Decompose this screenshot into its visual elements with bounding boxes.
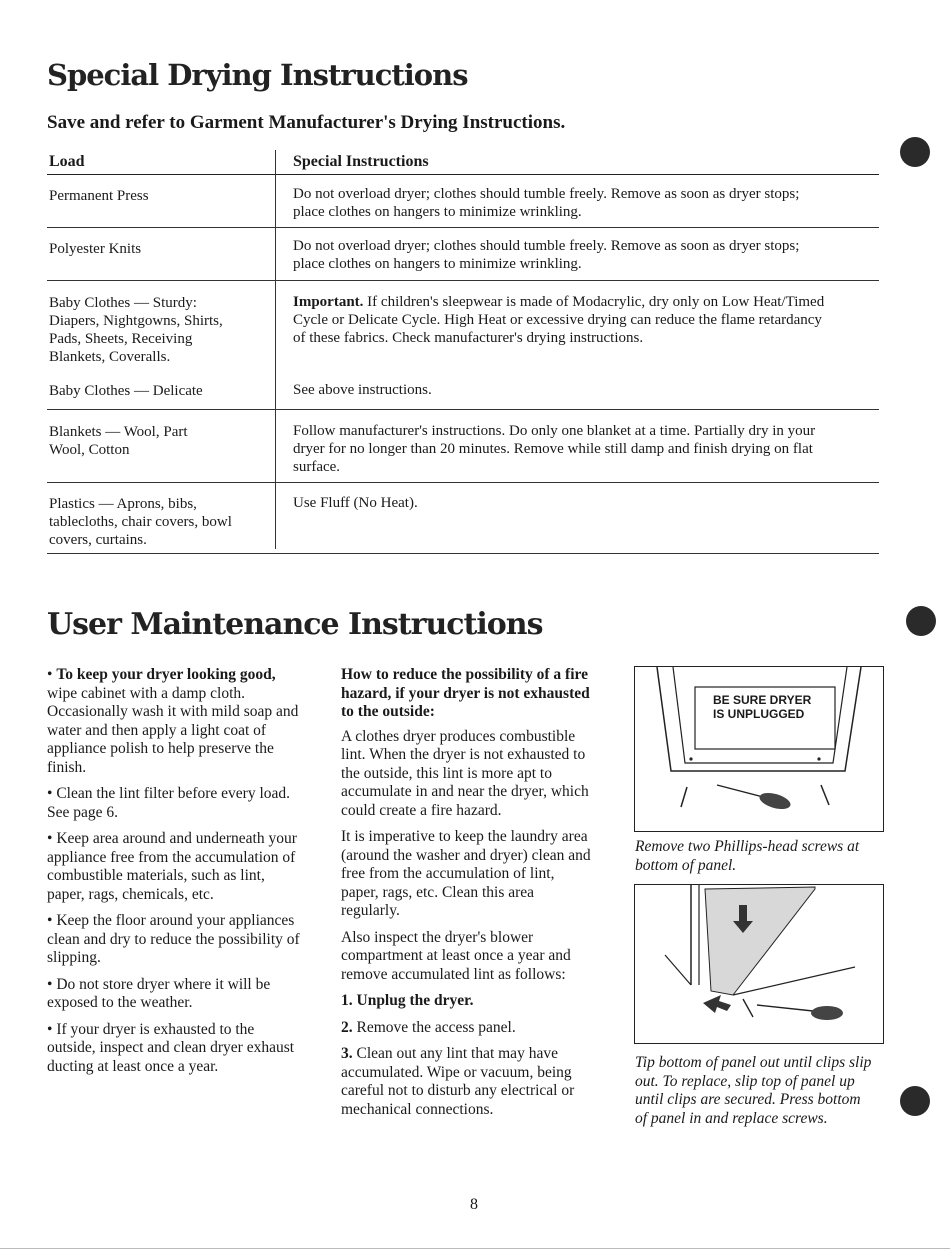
keep-looking-good-text: wipe cabinet with a damp cloth. Occasionally wash it with mild soap and water and then apply a light coat of appliance polish to help preserve the finish. [47,684,299,776]
row-load: Baby Clothes — Sturdy: Diapers, Nightgowns, Shirts, Pads, Sheets, Receiving Blankets, Coveralls. [49,295,223,365]
panel-removal-illustration [635,885,883,1043]
list-item: • Clean the lint filter before every load. See page 6. [47,785,291,821]
paragraph: It is imperative to keep the laundry area (around the washer and dryer) clean and free from the accumulation of lint, paper, rags, etc. Clean this area regularly. [341,828,591,919]
row-instructions: See above instructions. [293,382,432,398]
maintenance-left-column [47,666,302,1084]
figure-1-caption: Remove two Phillips-head screws at bottom of panel. [635,838,860,874]
header-special: Special Instructions [293,153,429,170]
unplug-warning-label: BE SURE DRYER IS UNPLUGGED [713,693,812,721]
row-instructions: Use Fluff (No Heat). [293,495,418,511]
dryer-panel-illustration [635,667,883,831]
step-number: 1. [341,992,353,1009]
step-number: 2. [341,1018,353,1036]
margin-dot-1 [900,137,930,167]
maintenance-middle-column [341,666,591,1127]
table-row [47,175,879,228]
table-row [47,483,879,554]
table-row [47,228,879,281]
list-item: • Do not store dryer where it will be exposed to the weather. [47,975,271,1011]
list-item: • Keep area around and underneath your appliance free from the accumulation of combustible materials, such as lint, paper, rags, chemicals, etc. [47,830,297,903]
table-column-divider [275,150,276,549]
keep-looking-good-heading: To keep your dryer looking good, [56,666,276,683]
paragraph: A clothes dryer produces combustible lint. When the dryer is not exhausted to the outside, this lint is more apt to accumulate in and near the dryer, which could create a fire hazard. [341,727,589,819]
list-item: • If your dryer is exhausted to the outside, inspect and clean dryer exhaust ducting at least once a year. [47,1020,295,1075]
list-item: • Keep the floor around your appliances clean and dry to reduce the possibility of slipping. [47,912,300,966]
bullet-text: If your dryer is exhausted to the outside, inspect and clean dryer exhaust ducting at least once a year. [47,1020,295,1075]
fire-hazard-heading: How to reduce the possibility of a fire hazard, if your dryer is not exhausted to the outside: [341,666,590,720]
row-load: Plastics — Aprons, bibs, tablecloths, chair covers, bowl covers, curtains. [49,496,232,548]
table-row [47,381,879,410]
drying-table [47,150,879,554]
margin-dot-2 [906,606,936,636]
row-load: Permanent Press [49,188,149,204]
row-instructions: Follow manufacturer's instructions. Do only one blanket at a time. Partially dry in your dryer for no longer than 20 minutes. Remove while still damp and finish drying on flat surface. [293,423,816,475]
table-row [47,281,879,381]
row-load: Polyester Knits [49,241,142,257]
margin-dot-3 [900,1086,930,1116]
step-item [341,992,591,1011]
figure-2-caption: Tip bottom of panel out until clips slip out. To replace, slip top of panel up until clips are secured. Press bottom of panel in and replace screws. [635,1054,872,1127]
figure-remove-panel [634,884,884,1044]
section-title-drying: Special Drying Instructions [47,58,468,92]
row-instructions: Do not overload dryer; clothes should tumble freely. Remove as soon as dryer stops; place clothes on hangers to minimize wrinkling. [293,186,800,220]
step-item [341,1045,591,1119]
paragraph: Also inspect the dryer's blower compartment at least once a year and remove accumulated lint as follows: [341,928,571,983]
section-title-maintenance: User Maintenance Instructions [47,607,543,642]
page-number: 8 [470,1196,478,1213]
important-label: Important. [293,294,364,310]
table-row [47,410,879,483]
list-item: • To keep your dryer looking good, wipe cabinet with a damp cloth. Occasionally wash it with mild soap and water and then apply a light coat of appliance polish to help preserve the finish. [47,666,299,776]
row-load: Blankets — Wool, Part Wool, Cotton [49,424,188,458]
bullet-text: Do not store dryer where it will be exposed to the weather. [47,975,271,1011]
page-bottom-edge [0,1248,950,1249]
step-number: 3. [341,1045,353,1062]
step-item [341,1019,591,1038]
important-text: If children's sleepwear is made of Modacrylic, dry only on Low Heat/Timed Cycle or Delicate Cycle. High Heat or excessive drying can reduce the flame retardancy of these fabrics. Check manufacturer's drying instructions. [293,294,825,346]
table-header [47,150,879,175]
bullet-text: Keep area around and underneath your appliance free from the accumulation of combustible materials, such as lint, paper, rags, chemicals, etc. [47,830,297,903]
row-instructions: Do not overload dryer; clothes should tumble freely. Remove as soon as dryer stops; place clothes on hangers to minimize wrinkling. [293,238,800,272]
row-instructions [293,293,833,347]
drying-subtitle: Save and refer to Garment Manufacturer's Drying Instructions. [47,112,566,133]
bullet-text: Keep the floor around your appliances clean and dry to reduce the possibility of slipping. [47,912,300,966]
step-text: Unplug the dryer. [356,992,474,1009]
figure-unplug-dryer [634,666,884,832]
step-text: Remove the access panel. [356,1018,516,1036]
row-load: Baby Clothes — Delicate [49,383,203,399]
bullet-text: Clean the lint filter before every load. See page 6. [47,785,291,821]
step-text: Clean out any lint that may have accumulated. Wipe or vacuum, being careful not to disturb any electrical or mechanical connections. [341,1045,575,1118]
header-load: Load [49,153,85,170]
